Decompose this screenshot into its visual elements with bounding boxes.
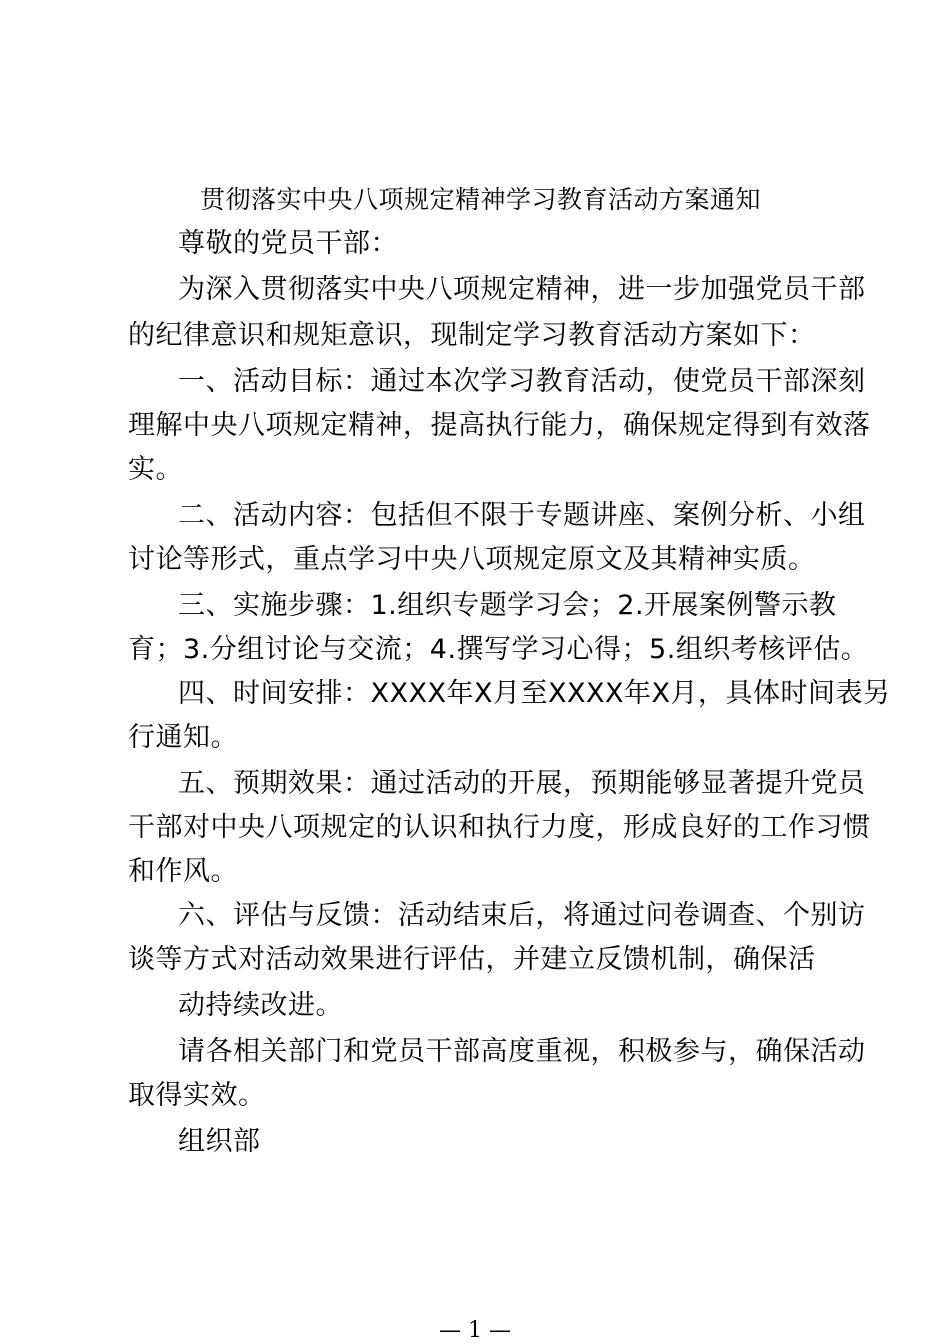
- body-line: 为深入贯彻落实中央八项规定精神，进一步加强党员干部: [178, 274, 866, 305]
- body-line: 行通知。: [128, 722, 238, 753]
- body-line: 三、实施步骤：1.组织专题学习会；2.开展案例警示教: [178, 590, 837, 621]
- body-line: 请各相关部门和党员干部高度重视，积极参与，确保活动: [178, 1036, 866, 1067]
- document-title: 贯彻落实中央八项规定精神学习教育活动方案通知: [200, 185, 762, 214]
- body-line: 一、活动目标：通过本次学习教育活动，使党员干部深刻: [178, 366, 866, 397]
- body-line: 六、评估与反馈：活动结束后，将通过问卷调查、个别访: [178, 900, 866, 931]
- body-line: 的纪律意识和规矩意识，现制定学习教育活动方案如下：: [128, 320, 816, 351]
- page-number: — 1 —: [439, 1318, 511, 1343]
- body-line: 干部对中央八项规定的认识和执行力度，形成良好的工作习惯: [128, 812, 871, 843]
- body-line: 理解中央八项规定精神，提高执行能力，确保规定得到有效落: [128, 410, 871, 441]
- body-line: 育；3.分组讨论与交流；4.撰写学习心得；5.组织考核评估。: [128, 634, 869, 665]
- body-line: 动持续改进。: [178, 990, 343, 1021]
- body-line: 四、时间安排：XXXX年X月至XXXX年X月，具体时间表另: [178, 678, 891, 709]
- body-line: 讨论等形式，重点学习中央八项规定原文及其精神实质。: [128, 544, 816, 575]
- body-line: 取得实效。: [128, 1080, 266, 1111]
- body-line: 二、活动内容：包括但不限于专题讲座、案例分析、小组: [178, 500, 866, 531]
- body-line: 谈等方式对活动效果进行评估，并建立反馈机制，确保活: [128, 944, 816, 975]
- signature: 组织部: [178, 1126, 261, 1157]
- salutation: 尊敬的党员干部：: [178, 228, 398, 259]
- body-line: 五、预期效果：通过活动的开展，预期能够显著提升党员: [178, 768, 866, 799]
- body-line: 实。: [128, 454, 183, 485]
- body-line: 和作风。: [128, 856, 238, 887]
